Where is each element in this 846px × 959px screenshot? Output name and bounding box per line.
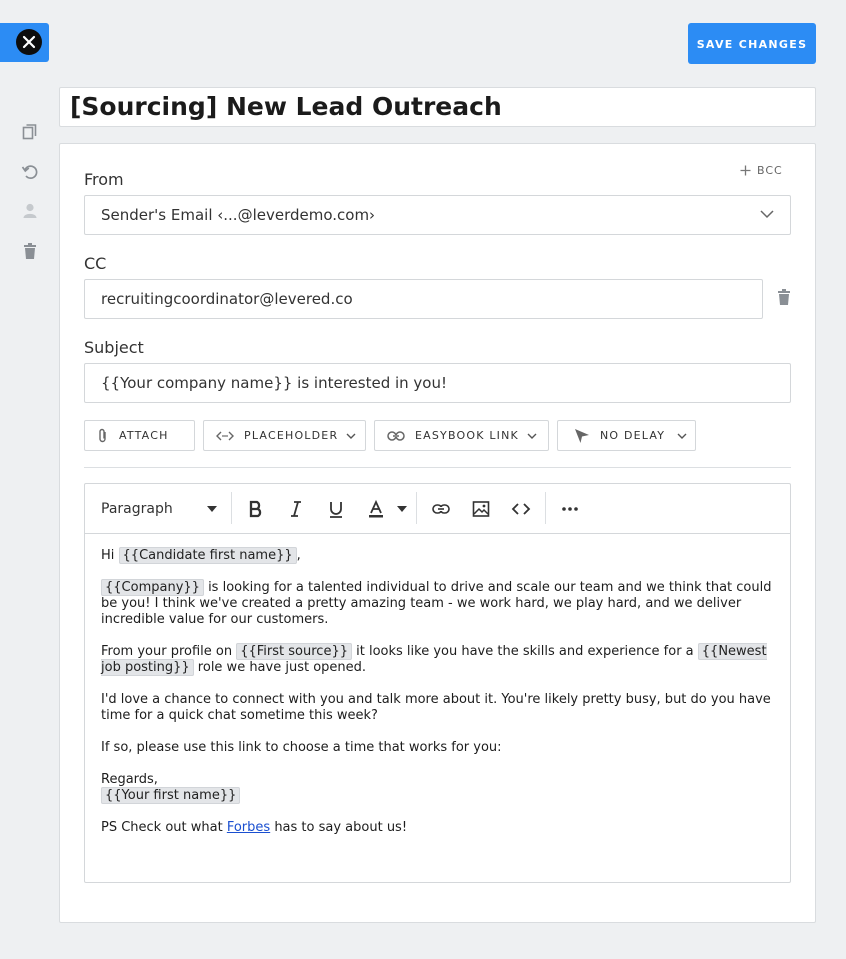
email-body-content[interactable] xyxy=(101,548,773,852)
code-icon[interactable] xyxy=(511,499,531,519)
forbes-link[interactable]: Forbes xyxy=(226,820,271,835)
bold-icon[interactable] xyxy=(246,499,266,519)
text-color-icon[interactable] xyxy=(366,499,386,519)
caret-down-icon[interactable] xyxy=(207,506,217,512)
paragraph-text: has to say about us! xyxy=(270,820,408,835)
chevron-down-icon xyxy=(527,433,537,439)
close-tab[interactable] xyxy=(0,23,49,62)
remove-cc-trash-icon[interactable] xyxy=(777,289,791,310)
paragraph-text: it looks like you have the skills and experience for a xyxy=(351,644,698,659)
placeholder-button[interactable] xyxy=(203,420,366,451)
chevron-down-icon xyxy=(346,433,356,439)
paragraph-text: role we have just opened. xyxy=(193,660,367,675)
paragraph-text: PS Check out what xyxy=(101,820,227,835)
block-format-select[interactable]: Paragraph xyxy=(101,501,173,517)
toolbar-separator xyxy=(416,492,417,524)
paragraph: I'd love a chance to connect with you and talk more about it. You're likely pretty busy, but do you have time for a quick chat sometime this week? xyxy=(101,692,771,723)
undo-icon[interactable] xyxy=(21,163,39,181)
subject-label: Subject xyxy=(84,338,144,357)
cc-input[interactable]: recruitingcoordinator@levered.co xyxy=(84,279,763,319)
trash-icon[interactable] xyxy=(21,242,39,260)
italic-icon[interactable] xyxy=(286,499,306,519)
chevron-down-icon xyxy=(677,433,687,439)
copy-icon[interactable] xyxy=(21,123,39,141)
close-icon[interactable] xyxy=(16,29,42,55)
caret-down-icon[interactable] xyxy=(397,506,407,512)
attach-label: ATTACH xyxy=(119,429,169,442)
toolbar-separator xyxy=(231,492,232,524)
greeting-line xyxy=(101,548,773,564)
placeholder-chip[interactable]: {{Newest job posting}} xyxy=(101,644,767,675)
paragraph xyxy=(101,644,773,676)
placeholder-chip[interactable]: {{First source}} xyxy=(236,643,352,660)
editor-toolbar xyxy=(85,484,790,534)
greeting-comma: , xyxy=(296,548,301,563)
toolbar-separator xyxy=(545,492,546,524)
chevron-down-icon xyxy=(760,210,774,219)
greeting-text: Hi xyxy=(101,548,115,563)
placeholder-label: PLACEHOLDER xyxy=(244,429,339,442)
email-body-editor[interactable] xyxy=(84,483,791,883)
bcc-label: BCC xyxy=(757,164,783,177)
template-title-input[interactable]: [Sourcing] New Lead Outreach xyxy=(59,87,816,127)
easybook-label: EASYBOOK LINK xyxy=(415,429,519,442)
from-select[interactable] xyxy=(84,195,791,235)
send-cursor-icon xyxy=(574,428,590,444)
underline-icon[interactable] xyxy=(326,499,346,519)
easybook-link-button[interactable] xyxy=(374,420,549,451)
placeholder-brackets-icon xyxy=(216,430,234,442)
postscript xyxy=(101,820,773,836)
paperclip-icon xyxy=(97,428,109,444)
paragraph-text: From your profile on xyxy=(101,644,237,659)
paragraph-text: is looking for a talented individual to drive and scale our team and we think that could be you! I think we've created a pretty amazing team - we work hard, we play hard, and we deliver incredible value for our customers. xyxy=(101,580,772,627)
attach-button[interactable] xyxy=(84,420,195,451)
email-form-panel xyxy=(59,143,816,923)
placeholder-chip[interactable]: {{Your first name}} xyxy=(101,787,240,804)
save-changes-button[interactable]: SAVE CHANGES xyxy=(688,23,816,64)
link-icon xyxy=(387,430,405,442)
regards-text: Regards, xyxy=(101,772,158,787)
plus-icon xyxy=(740,165,751,176)
subject-input[interactable]: {{Your company name}} is interested in you! xyxy=(84,363,791,403)
paragraph: If so, please use this link to choose a time that works for you: xyxy=(101,740,502,755)
from-label: From xyxy=(84,170,124,189)
placeholder-chip[interactable]: {{Candidate first name}} xyxy=(119,547,297,564)
signoff xyxy=(101,772,773,804)
placeholder-chip[interactable]: {{Company}} xyxy=(101,579,204,596)
delay-label: NO DELAY xyxy=(600,429,666,442)
from-value: Sender's Email ‹...@leverdemo.com› xyxy=(101,206,376,224)
insert-link-icon[interactable] xyxy=(431,499,451,519)
send-delay-button[interactable] xyxy=(557,420,696,451)
insert-image-icon[interactable] xyxy=(471,499,491,519)
paragraph xyxy=(101,580,773,628)
divider xyxy=(84,467,791,468)
add-bcc-button[interactable] xyxy=(740,164,783,177)
person-icon[interactable] xyxy=(21,202,39,220)
cc-label: CC xyxy=(84,254,107,273)
more-options-icon[interactable] xyxy=(560,499,580,519)
